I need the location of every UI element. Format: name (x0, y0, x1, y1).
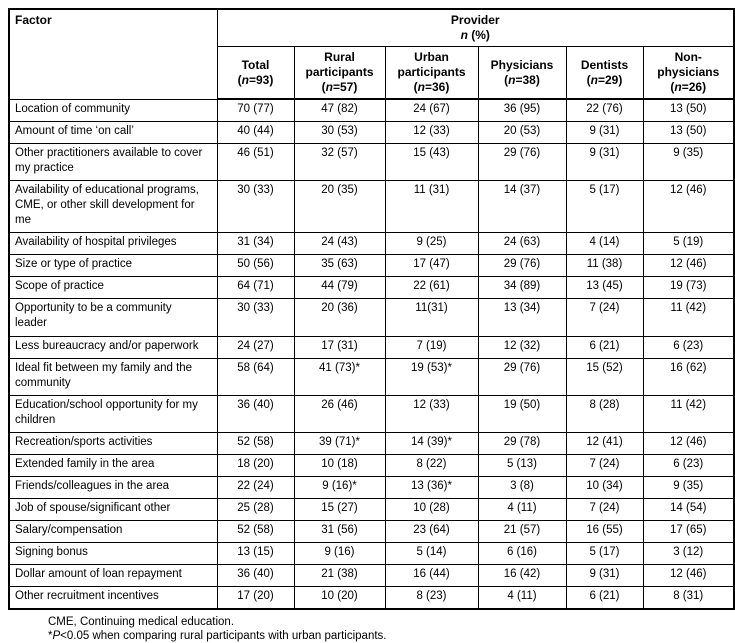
n-symbol: n (325, 80, 333, 94)
factor-cell: Location of community (9, 99, 217, 122)
value-cell: 30 (33) (217, 181, 294, 233)
value-cell: 31 (56) (294, 521, 385, 543)
factor-cell: Other recruitment incentives (9, 587, 217, 610)
value-cell: 13 (50) (643, 99, 734, 122)
value-cell: 12 (46) (643, 255, 734, 277)
value-cell: 46 (51) (217, 144, 294, 181)
value-cell: 8 (31) (643, 587, 734, 610)
factor-cell: Scope of practice (9, 277, 217, 299)
factor-cell: Signing bonus (9, 543, 217, 565)
value-cell: 50 (56) (217, 255, 294, 277)
value-cell: 58 (64) (217, 359, 294, 396)
value-cell: 16 (62) (643, 359, 734, 396)
factor-cell: Amount of time ‘on call’ (9, 122, 217, 144)
value-cell: 12 (46) (643, 565, 734, 587)
value-cell: 10 (34) (566, 477, 643, 499)
table-row (9, 565, 734, 587)
value-cell: 31 (34) (217, 233, 294, 255)
value-cell: 9 (31) (566, 144, 643, 181)
table-row (9, 255, 734, 277)
value-cell: 22 (61) (385, 277, 478, 299)
factor-cell: Friends/colleagues in the area (9, 477, 217, 499)
column-n-count: (n=57) (321, 80, 358, 94)
value-cell: 19 (53)* (385, 359, 478, 396)
column-label-line: physicians (657, 65, 720, 79)
value-cell: 8 (22) (385, 455, 478, 477)
value-cell: 30 (33) (217, 299, 294, 337)
value-cell: 11 (31) (385, 181, 478, 233)
value-cell: 70 (77) (217, 99, 294, 122)
value-cell: 14 (39)* (385, 433, 478, 455)
value-cell: 17 (31) (294, 337, 385, 359)
value-cell: 29 (76) (478, 255, 566, 277)
footnotes (8, 610, 735, 643)
value-cell: 21 (57) (478, 521, 566, 543)
value-cell: 7 (24) (566, 299, 643, 337)
value-cell: 29 (78) (478, 433, 566, 455)
value-cell: 11 (38) (566, 255, 643, 277)
column-n-count: (n=36) (413, 80, 450, 94)
column-label-line: Rural (324, 50, 355, 64)
value-cell: 40 (44) (217, 122, 294, 144)
value-cell: 11 (42) (643, 396, 734, 433)
value-cell: 5 (19) (643, 233, 734, 255)
value-cell: 35 (63) (294, 255, 385, 277)
table-row (9, 99, 734, 122)
table-header (9, 9, 734, 99)
value-cell: 16 (42) (478, 565, 566, 587)
column-label-line: Total (241, 57, 270, 72)
value-cell: 9 (31) (566, 565, 643, 587)
factor-cell: Extended family in the area (9, 455, 217, 477)
header-row-group (9, 9, 734, 47)
value-cell: 13 (45) (566, 277, 643, 299)
value-cell: 36 (40) (217, 565, 294, 587)
value-cell: 7 (19) (385, 337, 478, 359)
value-cell: 52 (58) (217, 433, 294, 455)
factor-cell: Ideal fit between my family and the community (9, 359, 217, 396)
value-cell: 8 (23) (385, 587, 478, 610)
column-label-line: Physicians (490, 57, 554, 72)
value-cell: 20 (36) (294, 299, 385, 337)
value-cell: 12 (33) (385, 396, 478, 433)
column-header-urban (385, 47, 478, 100)
value-cell: 12 (46) (643, 433, 734, 455)
column-header-dentists (566, 47, 643, 100)
value-cell: 6 (21) (566, 587, 643, 610)
value-cell: 32 (57) (294, 144, 385, 181)
factor-cell: Education/school opportunity for my children (9, 396, 217, 433)
value-cell: 19 (50) (478, 396, 566, 433)
value-cell: 6 (23) (643, 455, 734, 477)
column-n-count: (n=93) (237, 72, 274, 87)
value-cell: 29 (76) (478, 144, 566, 181)
value-cell: 5 (13) (478, 455, 566, 477)
value-cell: 7 (24) (566, 499, 643, 521)
n-symbol: n (241, 72, 249, 87)
value-cell: 41 (73)* (294, 359, 385, 396)
value-cell: 12 (32) (478, 337, 566, 359)
value-cell: 52 (58) (217, 521, 294, 543)
table-row (9, 122, 734, 144)
table-row (9, 433, 734, 455)
value-cell: 6 (23) (643, 337, 734, 359)
value-cell: 3 (8) (478, 477, 566, 499)
table-row (9, 521, 734, 543)
table-row (9, 233, 734, 255)
provider-unit: n (%) (460, 28, 490, 42)
value-cell: 24 (63) (478, 233, 566, 255)
footnote-cme: CME, Continuing medical education. (48, 616, 235, 628)
value-cell: 9 (35) (643, 144, 734, 181)
footnote-significance-pvalue: P (52, 630, 61, 642)
value-cell: 3 (12) (643, 543, 734, 565)
value-cell: 13 (50) (643, 122, 734, 144)
value-cell: 30 (53) (294, 122, 385, 144)
value-cell: 5 (17) (566, 543, 643, 565)
value-cell: 6 (16) (478, 543, 566, 565)
factor-cell: Salary/compensation (9, 521, 217, 543)
value-cell: 7 (24) (566, 455, 643, 477)
table-body (9, 99, 734, 609)
column-n-count: (n=29) (586, 72, 623, 87)
column-label-line: Urban (414, 50, 449, 64)
value-cell: 6 (21) (566, 337, 643, 359)
value-cell: 12 (33) (385, 122, 478, 144)
value-cell: 13 (34) (478, 299, 566, 337)
value-cell: 4 (11) (478, 499, 566, 521)
factor-cell: Availability of educational programs, CME, or other skill development for me (9, 181, 217, 233)
footnote-significance-rest: <0.05 when comparing rural participants with urban participants. (60, 630, 387, 642)
table-row (9, 477, 734, 499)
value-cell: 26 (46) (294, 396, 385, 433)
value-cell: 17 (47) (385, 255, 478, 277)
value-cell: 16 (44) (385, 565, 478, 587)
value-cell: 9 (16) (294, 543, 385, 565)
n-symbol: n (460, 28, 468, 42)
value-cell: 10 (18) (294, 455, 385, 477)
column-label-line: Dentists (580, 57, 629, 72)
value-cell: 12 (41) (566, 433, 643, 455)
column-label-line: participants (397, 65, 466, 79)
factor-cell: Recreation/sports activities (9, 433, 217, 455)
factor-cell: Less bureaucracy and/or paperwork (9, 337, 217, 359)
value-cell: 17 (65) (643, 521, 734, 543)
value-cell: 29 (76) (478, 359, 566, 396)
value-cell: 21 (38) (294, 565, 385, 587)
table-row (9, 499, 734, 521)
value-cell: 15 (43) (385, 144, 478, 181)
column-header-total (217, 47, 294, 100)
factor-cell: Other practitioners available to cover my practice (9, 144, 217, 181)
value-cell: 24 (43) (294, 233, 385, 255)
table-row (9, 396, 734, 433)
value-cell: 17 (20) (217, 587, 294, 610)
table-row (9, 299, 734, 337)
n-symbol: n (417, 80, 425, 94)
table-row (9, 337, 734, 359)
value-cell: 9 (25) (385, 233, 478, 255)
footnote-significance (48, 629, 735, 643)
value-cell: 36 (40) (217, 396, 294, 433)
table-row (9, 543, 734, 565)
value-cell: 13 (36)* (385, 477, 478, 499)
factor-column-header: Factor (9, 9, 217, 99)
factor-cell: Job of spouse/significant other (9, 499, 217, 521)
table-row (9, 144, 734, 181)
value-cell: 14 (54) (643, 499, 734, 521)
column-label-line: participants (305, 65, 374, 79)
value-cell: 9 (31) (566, 122, 643, 144)
value-cell: 14 (37) (478, 181, 566, 233)
value-cell: 23 (64) (385, 521, 478, 543)
value-cell: 15 (52) (566, 359, 643, 396)
value-cell: 9 (16)* (294, 477, 385, 499)
recruitment-factors-table (8, 8, 735, 610)
column-n-count: (n=26) (670, 80, 707, 94)
value-cell: 15 (27) (294, 499, 385, 521)
value-cell: 20 (35) (294, 181, 385, 233)
value-cell: 4 (14) (566, 233, 643, 255)
value-cell: 4 (11) (478, 587, 566, 610)
value-cell: 22 (24) (217, 477, 294, 499)
value-cell: 11(31) (385, 299, 478, 337)
column-label-line: Non- (674, 50, 702, 64)
table-row (9, 587, 734, 610)
n-symbol: n (674, 80, 682, 94)
value-cell: 18 (20) (217, 455, 294, 477)
column-n-count: (n=38) (504, 72, 540, 87)
value-cell: 20 (53) (478, 122, 566, 144)
n-symbol: n (508, 72, 516, 87)
value-cell: 44 (79) (294, 277, 385, 299)
value-cell: 34 (89) (478, 277, 566, 299)
factor-cell: Opportunity to be a community leader (9, 299, 217, 337)
factor-cell: Availability of hospital privileges (9, 233, 217, 255)
column-header-physicians (478, 47, 566, 100)
value-cell: 11 (42) (643, 299, 734, 337)
table-row (9, 181, 734, 233)
value-cell: 5 (17) (566, 181, 643, 233)
column-header-rural (294, 47, 385, 100)
value-cell: 24 (67) (385, 99, 478, 122)
value-cell: 10 (28) (385, 499, 478, 521)
factor-cell: Dollar amount of loan repayment (9, 565, 217, 587)
n-symbol: n (590, 72, 598, 87)
provider-title: Provider (450, 13, 500, 27)
value-cell: 47 (82) (294, 99, 385, 122)
value-cell: 19 (73) (643, 277, 734, 299)
table-row (9, 277, 734, 299)
value-cell: 39 (71)* (294, 433, 385, 455)
value-cell: 16 (55) (566, 521, 643, 543)
value-cell: 8 (28) (566, 396, 643, 433)
value-cell: 9 (35) (643, 477, 734, 499)
footnote-significance-prefix: * (48, 630, 53, 642)
value-cell: 64 (71) (217, 277, 294, 299)
column-header-non-physicians (643, 47, 734, 100)
value-cell: 10 (20) (294, 587, 385, 610)
value-cell: 5 (14) (385, 543, 478, 565)
value-cell: 12 (46) (643, 181, 734, 233)
table-row (9, 455, 734, 477)
value-cell: 22 (76) (566, 99, 643, 122)
value-cell: 13 (15) (217, 543, 294, 565)
table-row (9, 359, 734, 396)
factor-cell: Size or type of practice (9, 255, 217, 277)
value-cell: 36 (95) (478, 99, 566, 122)
provider-group-header (217, 9, 734, 47)
value-cell: 24 (27) (217, 337, 294, 359)
value-cell: 25 (28) (217, 499, 294, 521)
